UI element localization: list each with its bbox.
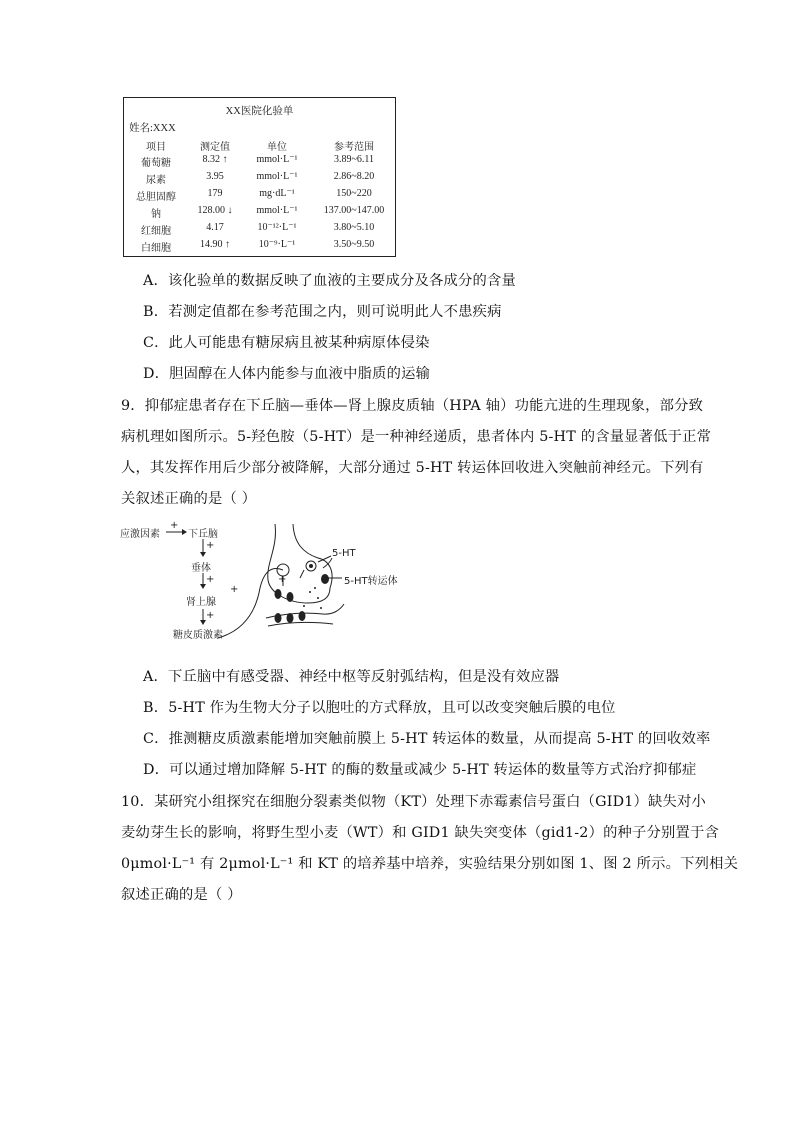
- adrenal-label: 肾上腺: [186, 597, 216, 608]
- q9-option-c: C．推测糖皮质激素能增加突触前膜上 5-HT 转运体的数量，从而提高 5-HT 的回收效率: [143, 731, 711, 747]
- table-row: [124, 205, 395, 221]
- q10-stem-line: 叙述正确的是（ ）: [121, 887, 242, 903]
- row-item: 白细胞: [141, 243, 171, 254]
- q8-option-c: C．此人可能患有糖尿病且被某种病原体侵染: [143, 335, 430, 351]
- header-range: 参考范围: [334, 142, 374, 153]
- serotonin-transporter-label: 5-HT转运体: [344, 576, 398, 587]
- row-range: 3.89~6.11: [333, 154, 375, 165]
- q8-option-d: D．胆固醇在人体内能参与血液中脂质的运输: [143, 366, 431, 382]
- table-row: [124, 171, 395, 187]
- hypothalamus-label: 下丘脑: [188, 529, 218, 540]
- row-value: 14.90 ↑: [200, 239, 230, 250]
- plus-sign: +: [170, 520, 179, 531]
- q10-stem-line: 0μmol·L⁻¹ 有 2μmol·L⁻¹ 和 KT 的培养基中培养，实验结果分别如图 1、图 2 所示。下列相关: [121, 856, 739, 872]
- header-unit: 单位: [267, 142, 287, 153]
- row-range: 137.00~147.00: [323, 205, 385, 216]
- row-item: 尿素: [146, 175, 166, 186]
- q9-stem-line: 9．抑郁症患者存在下丘脑—垂体—肾上腺皮质轴（HPA 轴）功能亢进的生理现象，部分致: [121, 398, 704, 414]
- row-value: 8.32 ↑: [202, 154, 228, 165]
- table-row: [124, 188, 395, 204]
- serotonin-label: 5-HT: [332, 548, 356, 559]
- row-range: 2.86~8.20: [333, 171, 375, 182]
- table-row: [124, 154, 395, 170]
- plus-sign: +: [206, 540, 215, 551]
- stress-factor-label: 应激因素: [120, 529, 160, 540]
- row-range: 3.50~9.50: [333, 239, 375, 250]
- row-value: 128.00 ↓: [197, 205, 233, 216]
- table-row: [124, 239, 395, 255]
- q10-stem-line: 10．某研究小组探究在细胞分裂素类似物（KT）处理下赤霉素信号蛋白（GID1）缺失对小: [121, 794, 707, 810]
- hpa-axis-synapse-diagram: [118, 518, 418, 648]
- row-item: 钠: [151, 209, 161, 220]
- lab-header-row: [124, 138, 395, 154]
- q9-stem-line: 关叙述正确的是（ ）: [121, 491, 257, 507]
- row-item: 红细胞: [141, 226, 171, 237]
- q9-option-a: A．下丘脑中有感受器、神经中枢等反射弧结构，但是没有效应器: [143, 669, 560, 685]
- plus-sign: +: [206, 574, 215, 585]
- row-value: 179: [207, 188, 223, 199]
- lab-report-title: XX医院化验单: [225, 106, 294, 117]
- lab-report-table: [123, 97, 396, 257]
- glucocorticoid-label: 糖皮质激素: [173, 630, 223, 641]
- row-range: 150~220: [336, 188, 372, 199]
- plus-sign: +: [206, 610, 215, 621]
- row-value: 4.17: [206, 222, 224, 233]
- row-item: 葡萄糖: [141, 158, 171, 169]
- row-item: 总胆固醇: [136, 192, 176, 203]
- row-unit: 10⁻¹²·L⁻¹: [257, 222, 297, 233]
- row-unit: mg·dL⁻¹: [259, 188, 295, 199]
- q10-stem-line: 麦幼芽生长的影响，将野生型小麦（WT）和 GID1 缺失突变体（gid1-2）的种子分别置于含: [121, 825, 720, 841]
- plus-sign: +: [278, 574, 287, 585]
- q9-stem-line: 人，其发挥作用后少部分被降解，大部分通过 5-HT 转运体回收进入突触前神经元。下列有: [121, 460, 704, 476]
- row-unit: mmol·L⁻¹: [256, 154, 298, 165]
- plus-sign: +: [230, 584, 239, 595]
- pituitary-label: 垂体: [191, 563, 211, 574]
- row-range: 3.80~5.10: [333, 222, 375, 233]
- q8-option-a: A．该化验单的数据反映了血液的主要成分及各成分的含量: [143, 273, 516, 289]
- table-row: [124, 222, 395, 238]
- row-unit: 10⁻⁹·L⁻¹: [258, 239, 296, 250]
- q9-option-d: D．可以通过增加降解 5-HT 的酶的数量或减少 5-HT 转运体的数量等方式治疗抑郁症: [143, 762, 697, 778]
- q9-option-b: B．5-HT 作为生物大分子以胞吐的方式释放，且可以改变突触后膜的电位: [143, 700, 616, 716]
- patient-name: 姓名:XXX: [129, 123, 176, 134]
- row-value: 3.95: [206, 171, 224, 182]
- header-value: 测定值: [200, 142, 230, 153]
- row-unit: mmol·L⁻¹: [256, 205, 298, 216]
- q8-option-b: B．若测定值都在参考范围之内，则可说明此人不患疾病: [143, 304, 502, 320]
- header-item: 项目: [146, 142, 166, 153]
- row-unit: mmol·L⁻¹: [256, 171, 298, 182]
- q9-stem-line: 病机理如图所示。5-羟色胺（5-HT）是一种神经递质，患者体内 5-HT 的含量显著低于正常: [121, 429, 712, 445]
